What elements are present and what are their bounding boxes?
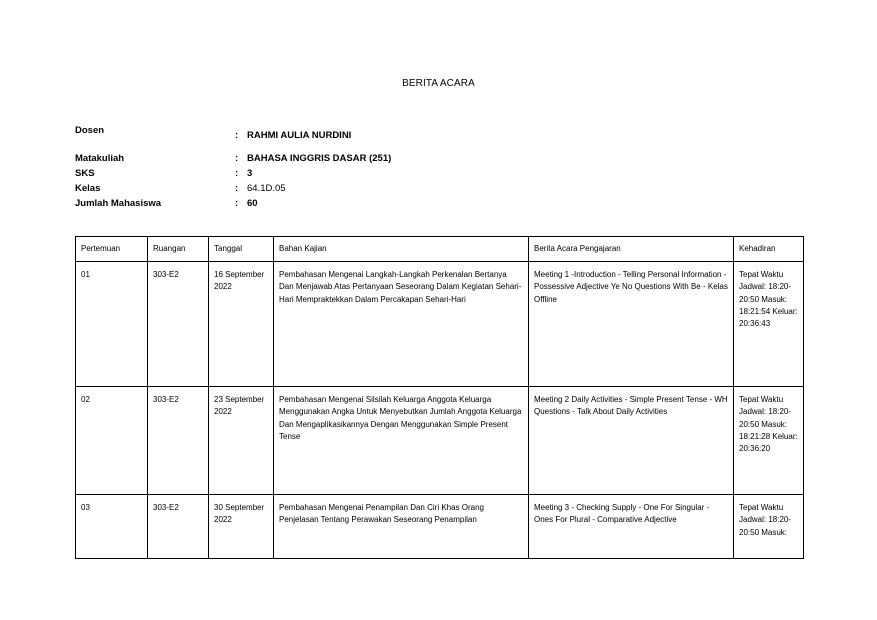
cell-tanggal: 16 September 2022: [209, 262, 274, 387]
cell-berita-acara: Meeting 1 -Introduction - Telling Personal Information - Possessive Adjective Ye No Questions With Be - Kelas Offline: [529, 262, 734, 387]
cell-kehadiran: Tepat Waktu Jadwal: 18:20-20:50 Masuk: 18:21:28 Keluar: 20:36:20: [734, 387, 804, 495]
cell-bahan-kajian: Pembahasan Mengenai Penampilan Dan Ciri Khas Orang Penjelasan Tentang Perawakan Seseorang Penampilan: [274, 495, 529, 559]
info-label: Jumlah Mahasiswa: [75, 198, 162, 209]
table-row: [76, 262, 804, 387]
cell-ruangan: 303-E2: [148, 387, 209, 495]
info-label: SKS: [75, 168, 95, 179]
header-bahan-kajian: Bahan Kajian: [274, 237, 529, 262]
header-berita-acara: Berita Acara Pengajaran: [529, 237, 734, 262]
cell-berita-acara: Meeting 2 Daily Activities - Simple Present Tense - WH Questions - Talk About Daily Activities: [529, 387, 734, 495]
info-value: 60: [247, 198, 258, 209]
cell-bahan-kajian: Pembahasan Mengenai Langkah-Langkah Perkenalan Bertanya Dan Menjawab Atas Pertanyaan Seseorang Dalam Kegiatan Sehari-Hari Mempraktekkan Dalam Percakapan Sehari-Hari: [274, 262, 529, 387]
info-value: BAHASA INGGRIS DASAR (251): [247, 153, 392, 164]
cell-tanggal: 30 September 2022: [209, 495, 274, 559]
info-value: RAHMI AULIA NURDINI: [247, 130, 352, 141]
cell-berita-acara: Meeting 3 - Checking Supply - One For Singular - Ones For Plural - Comparative Adjective: [529, 495, 734, 559]
info-label: Matakuliah: [75, 153, 125, 164]
info-colon: :: [235, 198, 239, 209]
header-kehadiran: Kehadiran: [734, 237, 804, 262]
cell-ruangan: 303-E2: [148, 262, 209, 387]
cell-kehadiran: Tepat Waktu Jadwal: 18:20-20:50 Masuk: 18:21:54 Keluar: 20:36:43: [734, 262, 804, 387]
berita-acara-table: [75, 236, 804, 559]
info-colon: :: [235, 168, 239, 179]
cell-ruangan: 303-E2: [148, 495, 209, 559]
table-header-row: [76, 237, 804, 262]
header-tanggal: Tanggal: [209, 237, 274, 262]
cell-kehadiran: Tepat Waktu Jadwal: 18:20-20:50 Masuk:: [734, 495, 804, 559]
info-colon: :: [235, 183, 239, 194]
cell-pertemuan: 01: [76, 262, 148, 387]
table-row: [76, 387, 804, 495]
table-row: [76, 495, 804, 559]
cell-tanggal: 23 September 2022: [209, 387, 274, 495]
header-ruangan: Ruangan: [148, 237, 209, 262]
info-label: Kelas: [75, 183, 101, 194]
info-colon: :: [235, 153, 239, 164]
document-title: BERITA ACARA: [402, 78, 475, 89]
info-label: Dosen: [75, 125, 105, 136]
cell-pertemuan: 02: [76, 387, 148, 495]
info-value: 64.1D.05: [247, 183, 286, 194]
info-value: 3: [247, 168, 253, 179]
header-pertemuan: Pertemuan: [76, 237, 148, 262]
cell-pertemuan: 03: [76, 495, 148, 559]
info-colon: :: [235, 130, 239, 141]
cell-bahan-kajian: Pembahasan Mengenai Silsilah Keluarga Anggota Keluarga Menggunakan Angka Untuk Menyebutkan Jumlah Anggota Keluarga Dan Mengaplikasikannya Dengan Menggunakan Simple Present Tense: [274, 387, 529, 495]
